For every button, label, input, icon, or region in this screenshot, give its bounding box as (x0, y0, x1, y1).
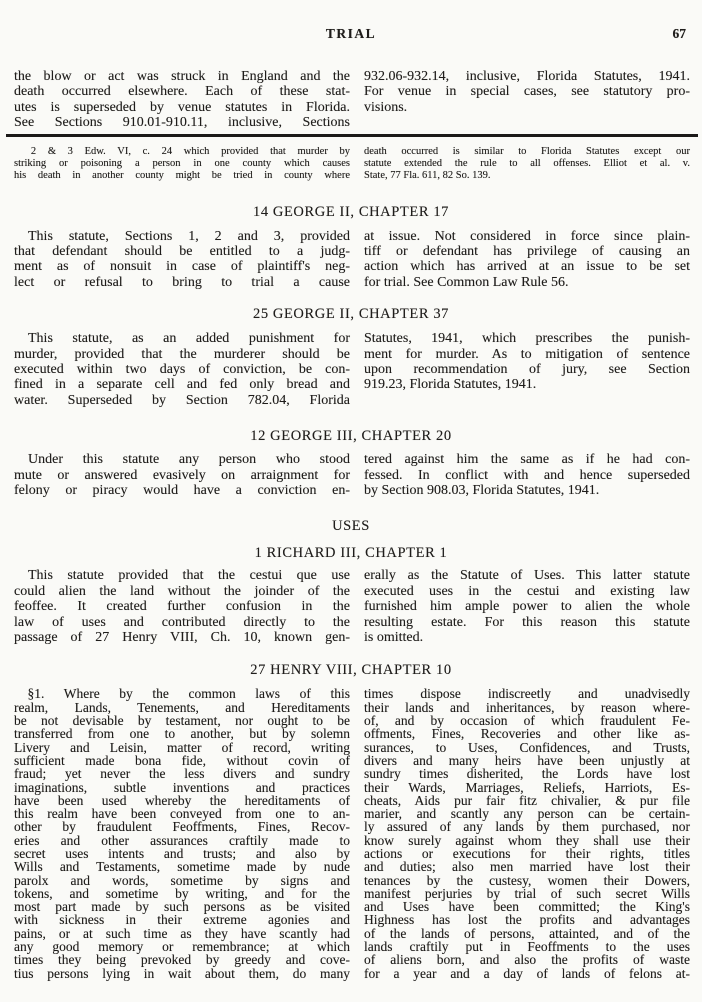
text-column-left: This statute provided that the cestui que use could alien the land without the joinder of the feoffee. It created further confusion in the law of uses and contributed directly to the passage of 27 Henry VIII, Ch. 10, known gen- (14, 568, 350, 646)
footnote-rule (6, 134, 698, 137)
section-27-henry-viii-chapter-10 (0, 662, 702, 980)
section-heading: 12 GEORGE III, CHAPTER 20 (250, 428, 452, 445)
text-column-right: Statutes, 1941, which prescribes the punish- ment for murder. As to mitigation of sentence upon recommendation of jury, see Section 919.23, Florida Statutes, 1941. (364, 331, 690, 393)
section-text-block (0, 331, 702, 408)
running-head: TRIAL (325, 26, 377, 41)
page-number: 67 (672, 26, 686, 41)
section-heading: 14 GEORGE II, CHAPTER 17 (252, 203, 450, 220)
section-text-block (0, 229, 702, 291)
text-column-left: Under this statute any person who stood mute or answered evasively on arraignment for felony or piracy would have a conviction en- (14, 452, 350, 498)
footnote-column-right: death occurred is similar to Florida Statutes except our statute extended the rule to all offenses. Elliot et al. v. State, 77 Fla. 611, 82 So. 139. (364, 145, 690, 182)
section-25-george-ii-chapter-37 (0, 306, 702, 408)
footnote-column-left: 2 & 3 Edw. VI, c. 24 which provided that murder by striking or poisoning a person in one county which causes his death in another county might be tried in county where (14, 145, 350, 182)
section-heading: 27 HENRY VIII, CHAPTER 10 (250, 662, 452, 679)
intro-text-block (0, 69, 702, 131)
text-column-left: This statute, Sections 1, 2 and 3, provided that defendant should be entitled to a judg- ment as of nonsuit in case of plaintiff's neg- lect or refusal to bring to trial a cause (14, 228, 350, 290)
section-heading: 25 GEORGE II, CHAPTER 37 (252, 306, 450, 323)
section-text-block (0, 452, 702, 498)
text-column-left: §1. Where by the common laws of this realm, Lands, Tenements, and Hereditaments be not devisable by testament, nor ought to be transferred from one to another, but by solemn Livery and Leisin, matter of record, writing sufficient made bona fide, without covin of fraud; yet never the less divers and sundry imaginations, subtle inventions and practices have been used whereby the hereditaments of this realm have been conveyed from one to an- other by fraudulent Feoffments, Fines, Recov- eries and other assurances craftily made to secret uses intents and trusts; and also by Wills and Testaments, sometime made by nude parolx and words, sometime by signs and tokens, and sometime by writing, and for the most part made by such persons as be visited with sickness in their extreme agonies and pains, or at such time as they have scantly had any good memory or remembrance; at which times they being prevoked by greedy and cove- tius persons lying in wait about them, do many (14, 686, 350, 981)
section-14-george-ii-chapter-17 (0, 204, 702, 291)
page-header (0, 0, 702, 43)
section-12-george-iii-chapter-20 (0, 428, 702, 498)
text-column-right: times dispose indiscreetly and unadvisedly their lands and inheritances, by reason where- of, and by occasion of which fraudulent Fe- offments, Fines, Recoveries and other like as- surances, to Uses, Confidences, and Trusts, divers and many heirs have been unjustly at sundry times disherited, the Lords have lost their Wards, Marriages, Reliefs, Harriots, Es- cheats, Aids pur fair fitz chivalier, & pur file marier, and scantly any person can be certain- ly assured of any lands by them purchased, nor know surely against whom they shall use their actions or executions for their rights, titles and duties; also men married have lost their tenances by the custesy, women their Dowers, manifest perjuries by trial of such secret Wills and Uses have been committed; the King's Highness has lost the profits and advantages of the lands of persons, attainted, and of the lands craftily put in Feoffments to the uses of aliens born, and also the profits of waste for a year and a day of lands of felons at- (364, 686, 690, 981)
text-column-right: 932.06-932.14, inclusive, Florida Statutes, 1941. For venue in special cases, see statutory pro- visions. (364, 69, 690, 115)
section-text-block (0, 687, 702, 980)
text-column-right: tered against him the same as if he had con- fessed. In conflict with and hence superseded by Section 908.03, Florida Statutes, 1941. (364, 452, 690, 498)
section-1-richard-iii-chapter-1 (0, 518, 702, 645)
section-text-block (0, 568, 702, 645)
footnote-block (0, 146, 702, 183)
section-heading: 1 RICHARD III, CHAPTER 1 (254, 545, 448, 562)
text-column-left: This statute, as an added punishment for murder, provided that the murderer should be executed within two days of conviction, be con- fined in a separate cell and fed only bread and water. Superseded by Section 782.04, Florida (14, 331, 350, 408)
part-heading-uses: USES (332, 518, 370, 535)
text-column-left: the blow or act was struck in England and the death occurred elsewhere. Each of these stat- utes is superseded by venue statutes in Florida. See Sections 910.01-910.11, inclusive, Sections (14, 69, 350, 131)
text-column-right: erally as the Statute of Uses. This latter statute executed uses in the cestui and existing law furnished him ample power to alien the whole resulting estate. For this reason this statute is omitted. (364, 568, 690, 646)
text-column-right: at issue. Not considered in force since plain- tiff or defendant has privilege of causing an action which has arrived at an issue to be set for trial. See Common Law Rule 56. (364, 228, 690, 290)
